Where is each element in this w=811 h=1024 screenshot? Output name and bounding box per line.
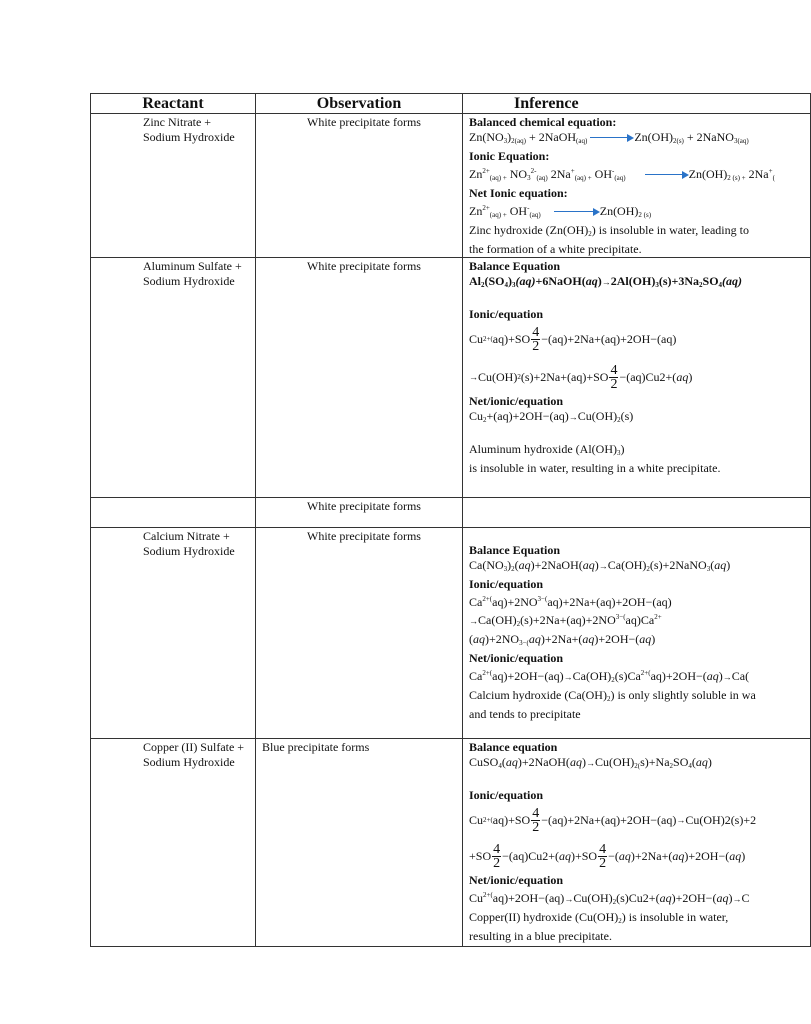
- ionic-equation-title: Ionic/equation: [469, 577, 544, 591]
- ionic-equation-line1: $Ca^{2+(}aq)+2NO^{3-(}aq)+2Na+(aq)+2OH-(aq)$: [469, 595, 672, 609]
- table-row-zinc-nitrate: [91, 114, 811, 258]
- header-reactant: Reactant: [91, 94, 256, 114]
- ionic-equation-line1: Cu 2+( aq)+SO $\frac{4}{2}$ −(aq)+2Na+(aq)+2OH−(aq): [469, 324, 677, 354]
- inference-cell: [463, 258, 811, 498]
- net-ionic-title: Net/ionic/equation: [469, 873, 564, 887]
- ionic-equation: $Zn^{2+}_{(aq) +}$ $NO_3^{2-}_{(aq)}$ $2Na^+_{(aq) +}$ $OH^-_{(aq)}$ $Zn(OH)_{2 (s) +}$ $2Na^+_($: [469, 167, 775, 182]
- arrow-icon: →: [568, 412, 578, 422]
- fraction: $\frac{4}{2}$: [532, 805, 540, 835]
- observation-cell: White precipitate forms: [256, 528, 463, 739]
- reactant-line2: Sodium Hydroxide: [143, 130, 235, 144]
- net-ionic-title: Net Ionic equation:: [469, 186, 568, 200]
- arrow-icon: →: [732, 894, 742, 904]
- fraction: $\frac{4}{2}$: [610, 362, 618, 392]
- net-ionic-equation: $Cu^{2+(}aq)+2OH-(aq)\to Cu(OH)_2(s)Cu2+(aq)+2OH-(aq)\to C$: [469, 891, 750, 906]
- arrow-icon: →: [585, 758, 595, 768]
- ionic-equation-title: Ionic/equation: [469, 307, 544, 321]
- net-ionic-title: Net/ionic/equation: [469, 651, 564, 665]
- header-row: [91, 94, 811, 114]
- reactant-cell: [91, 528, 256, 739]
- inference-cell: [463, 528, 811, 739]
- reactions-table: [90, 93, 811, 947]
- reactant-line2: Sodium Hydroxide: [143, 544, 235, 558]
- arrow-icon: →: [469, 372, 478, 382]
- inference-text-2: the formation of a white precipitate.: [469, 242, 642, 256]
- inference-text: Zinc hydroxide $(Zn(OH)_2)$ is insoluble in water, leading to: [469, 223, 749, 238]
- reactant-line2: Sodium Hydroxide: [143, 755, 235, 769]
- ionic-equation-line2: +SO $\frac{4}{2}$ −(aq)Cu2+( aq )+SO $\frac{4}{2}$ −( aq )+2Na+( aq )+2OH−( aq ): [469, 841, 746, 871]
- table-row-copper-sulfate: [91, 739, 811, 947]
- inference-text-2: and tends to precipitate: [469, 707, 581, 721]
- observation-cell: White precipitate forms: [256, 498, 463, 528]
- observation-cell: White precipitate forms: [256, 258, 463, 498]
- reaction-arrow-icon: [590, 134, 634, 142]
- reactant-line1: Aluminum Sulfate +: [143, 259, 242, 273]
- table-row-blank: [91, 498, 811, 528]
- net-ionic-equation: $Zn^{2+}_{(aq) +}$ $OH^-_{(aq)}$ $Zn(OH)_{2 (s)}$: [469, 204, 652, 219]
- inference-cell-empty: [463, 498, 811, 528]
- ionic-equation-line3: $(aq)+2NO_{3-(}aq)+2Na+(aq)+2OH-(aq)$: [469, 632, 656, 647]
- ionic-equation-title: Ionic Equation:: [469, 149, 550, 163]
- ionic-equation-line2: $\to Ca(OH)_2(s)+2Na+(aq)+2NO^{3-(}aq)Ca^{2+}$: [469, 613, 662, 628]
- reactant-cell-empty: [91, 498, 256, 528]
- net-ionic-equation: $Cu_2+(aq)+2OH-(aq)\to Cu(OH)_2(s)$: [469, 409, 634, 424]
- reactant-cell: [91, 114, 256, 258]
- balance-equation-title: Balance Equation: [469, 543, 561, 557]
- balance-equation-title: Balance equation: [469, 740, 558, 754]
- table-row-calcium-nitrate: [91, 528, 811, 739]
- inference-text: Copper(II) hydroxide $(Cu(OH)_2)$ is insoluble in water,: [469, 910, 729, 925]
- balance-equation: $Al_2(SO_4)_3(aq)+6NaOH(aq)\to 2Al(OH)_3(s)+3Na_2SO_4(aq)$: [469, 274, 743, 289]
- inference-text: Calcium hydroxide $(Ca(OH)_2)$ is only slightly soluble in wa: [469, 688, 756, 703]
- balance-equation: $CuSO_4(aq)+2NaOH(aq)\to Cu(OH)_{2(}s)+Na_2SO_4(aq)$: [469, 755, 712, 770]
- table-row-aluminum-sulfate: [91, 258, 811, 498]
- inference-text: Aluminum hydroxide $(Al(OH)_3)$: [469, 442, 625, 457]
- reactant-line1: Copper (II) Sulfate +: [143, 740, 245, 754]
- arrow-icon: →: [676, 815, 686, 825]
- header-inference: Inference: [463, 94, 811, 114]
- net-ionic-equation: $Ca^{2+(}aq)+2OH-(aq)\to Ca(OH)_2(s)Ca^{2+(}aq)+2OH-(aq)\to Ca$(: [469, 669, 750, 684]
- ionic-equation-line2: → Cu(OH) 2 (s)+2Na+(aq)+SO $\frac{4}{2}$ −(aq)Cu2+( aq ): [469, 362, 693, 392]
- inference-cell: [463, 739, 811, 947]
- header-observation: Observation: [256, 94, 463, 114]
- fraction: $\frac{4}{2}$: [532, 324, 540, 354]
- observation-cell: White precipitate forms: [256, 114, 463, 258]
- balance-equation: $Ca(NO_3)_2(aq)+2NaOH(aq)\to Ca(OH)_2(s)+2NaNO_3(aq)$: [469, 558, 731, 573]
- arrow-icon: →: [564, 894, 574, 904]
- ionic-equation-title: Ionic/equation: [469, 788, 544, 802]
- arrow-icon: →: [469, 616, 478, 626]
- inference-cell: [463, 114, 811, 258]
- balance-equation-title: Balance Equation: [469, 259, 561, 273]
- net-ionic-title: Net/ionic/equation: [469, 394, 564, 408]
- reactant-line1: Zinc Nitrate +: [143, 115, 212, 129]
- arrow-icon: →: [601, 277, 611, 287]
- balanced-equation-title: Balanced chemical equation:: [469, 115, 617, 129]
- arrow-icon: →: [722, 672, 732, 682]
- arrow-icon: →: [563, 672, 573, 682]
- arrow-icon: →: [598, 561, 608, 571]
- fraction: $\frac{4}{2}$: [599, 841, 607, 871]
- balanced-equation: $Zn(NO_3)_{2(aq)}$ + 2NaOH$_{(aq)}$ $Zn(OH)_{2(s)}$ + 2NaNO$_{3(aq)}$: [469, 130, 749, 145]
- reactant-line2: Sodium Hydroxide: [143, 274, 235, 288]
- inference-text-2: is insoluble in water, resulting in a white precipitate.: [469, 461, 721, 475]
- ionic-equation-line1: Cu 2+( aq)+SO $\frac{4}{2}$ −(aq)+2Na+(aq)+2OH−(aq) → Cu(OH)2(s)+2: [469, 805, 757, 835]
- reactant-line1: Calcium Nitrate +: [143, 529, 230, 543]
- reaction-arrow-icon: [645, 171, 689, 179]
- inference-text-2: resulting in a blue precipitate.: [469, 929, 612, 943]
- fraction: $\frac{4}{2}$: [493, 841, 501, 871]
- reaction-arrow-icon: [554, 208, 600, 216]
- reactant-cell: [91, 258, 256, 498]
- reactant-cell: [91, 739, 256, 947]
- observation-cell: Blue precipitate forms: [256, 739, 463, 947]
